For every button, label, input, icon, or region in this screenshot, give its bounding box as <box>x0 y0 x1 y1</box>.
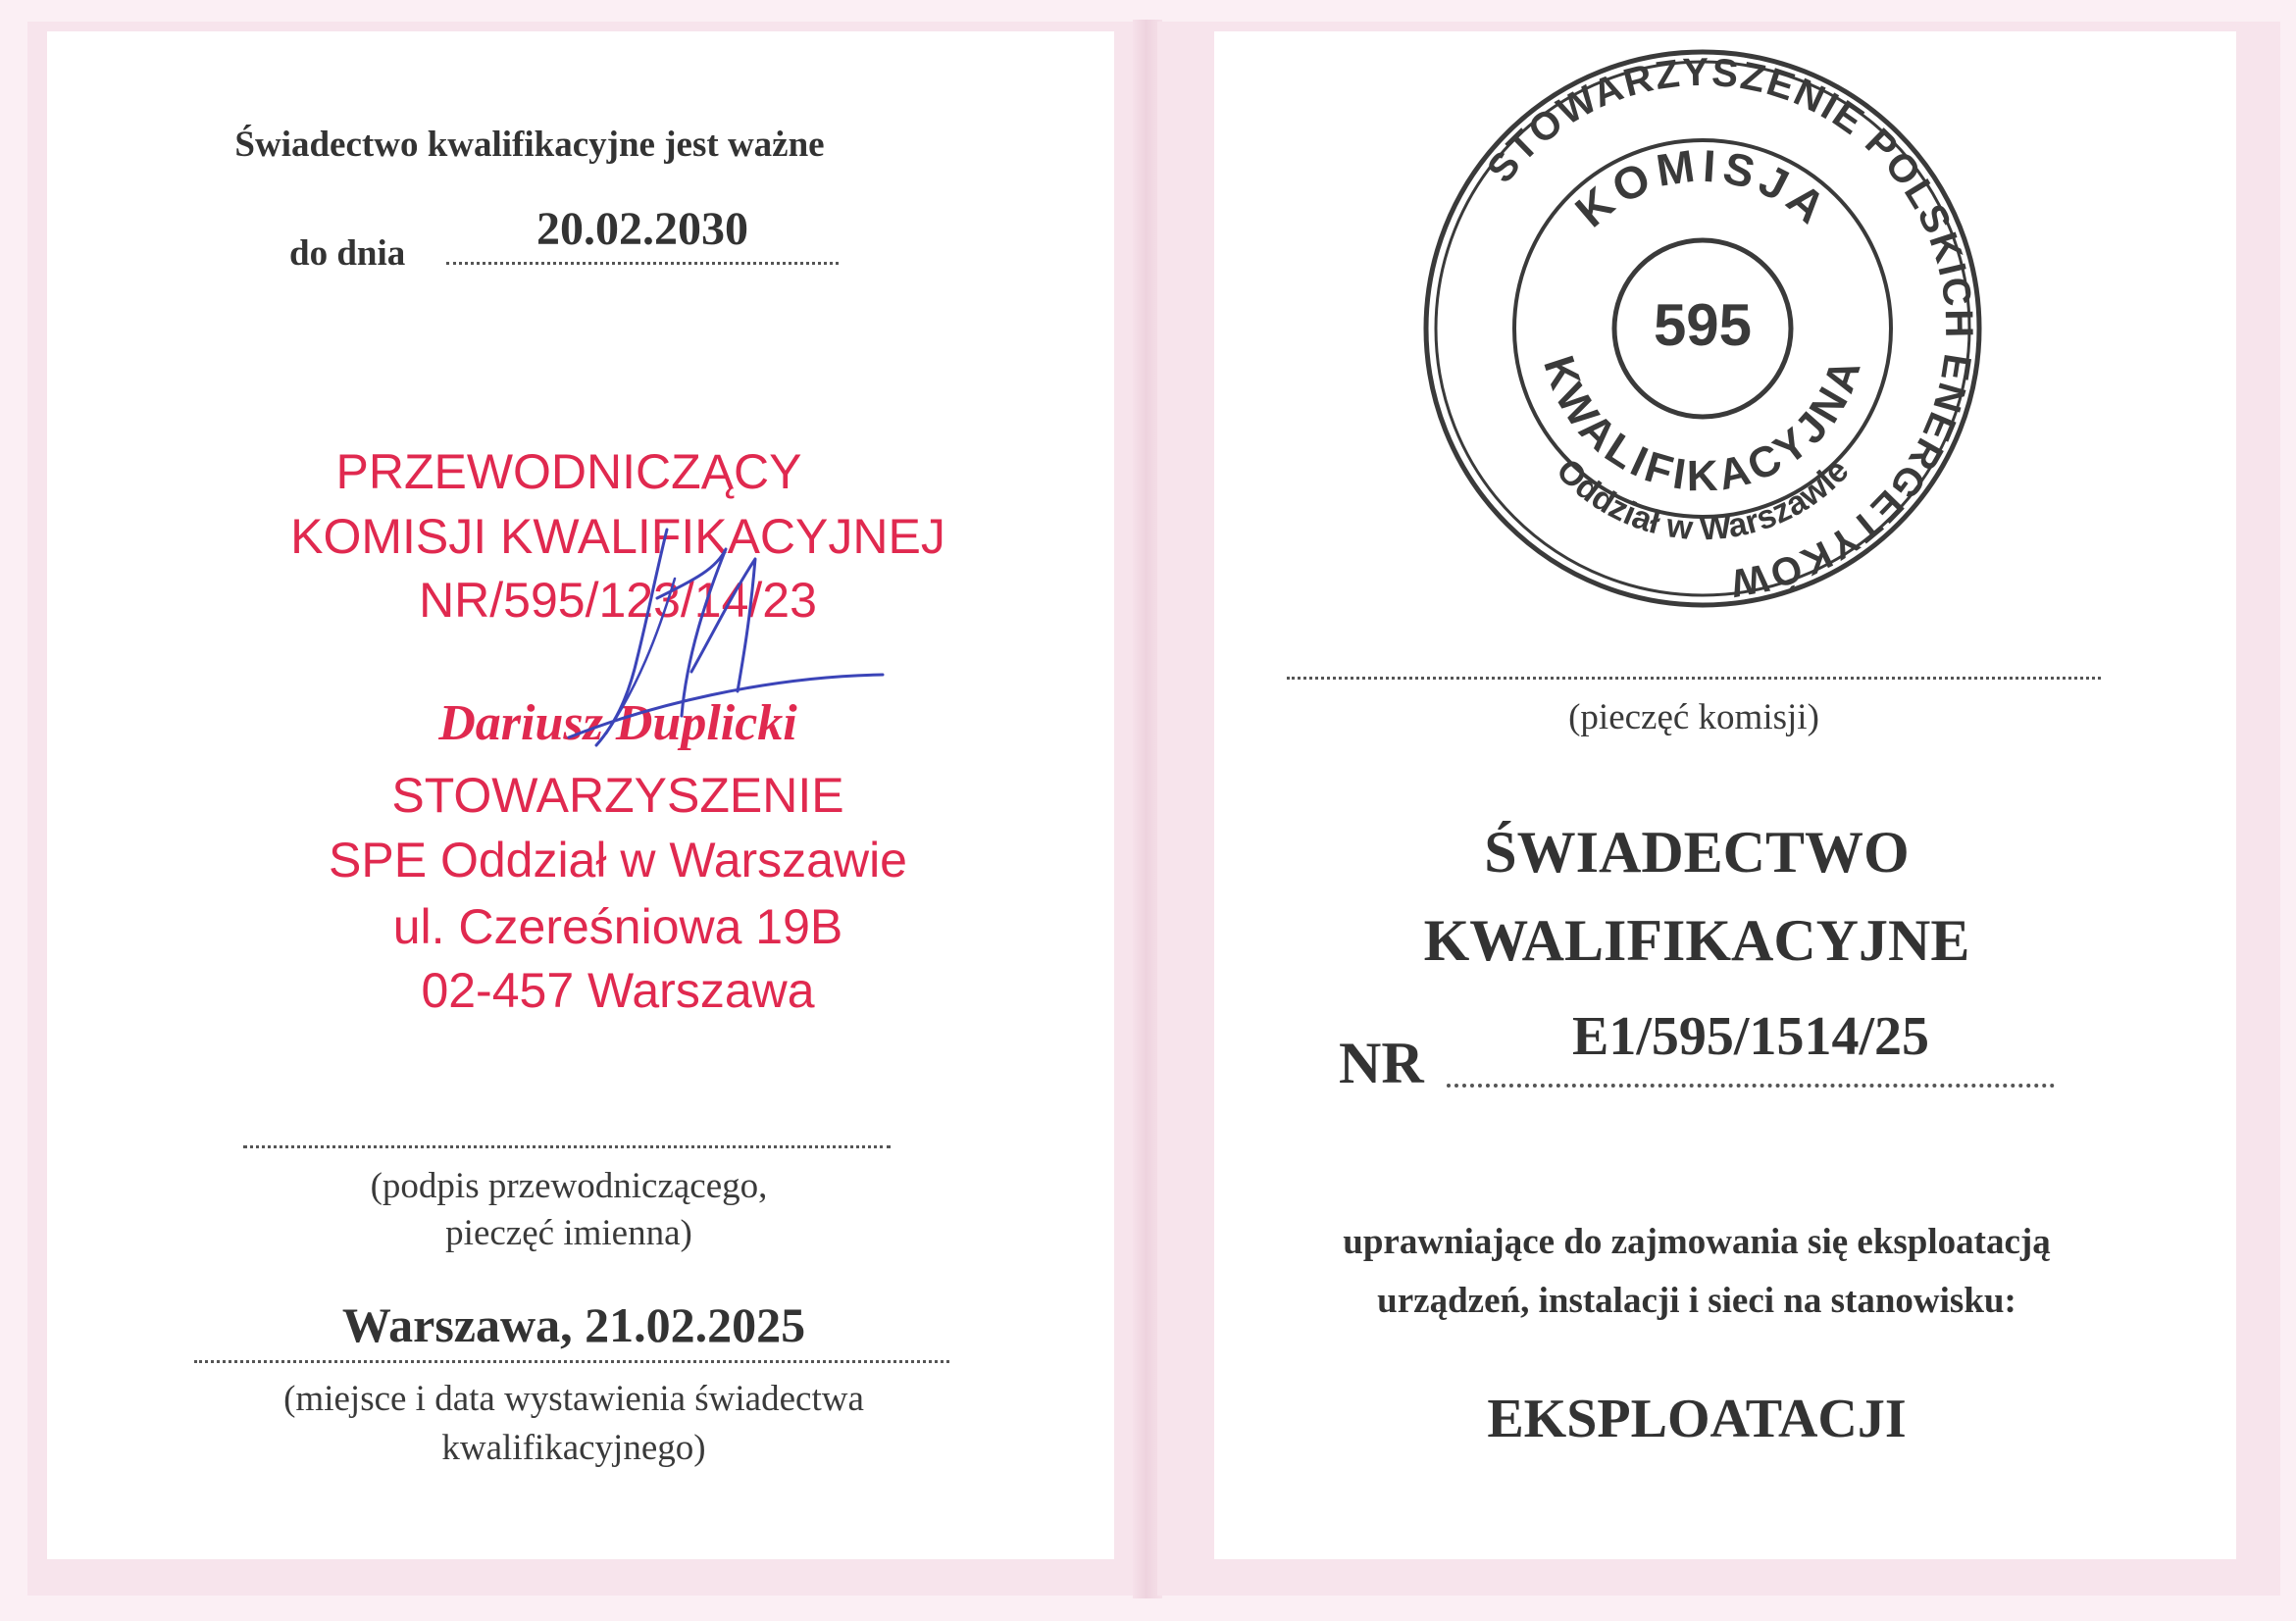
stamp-chairman-title: PRZEWODNICZĄCY <box>335 444 802 499</box>
place-date-caption-line1: (miejsce i data wystawienia świadectwa <box>283 1379 864 1419</box>
certificate-title-line1: ŚWIADECTWO <box>1484 820 1910 885</box>
seal-graphic <box>1423 49 1982 608</box>
stamp-street: ul. Czereśniowa 19B <box>392 899 843 954</box>
signature-caption-line1: (podpis przewodniczącego, <box>370 1166 768 1206</box>
until-label: do dnia <box>289 233 406 274</box>
seal-branch: Oddział w Warszawie <box>1549 451 1857 548</box>
stamp-postal-city: 02-457 Warszawa <box>421 963 815 1018</box>
seal-commission-word: KOMISJA <box>1565 138 1840 237</box>
certificate-number-label: NR <box>1339 1031 1424 1095</box>
seal-qualification-word: KWALIFIKACYJNA <box>1534 350 1871 501</box>
stamp-association: STOWARZYSZENIE <box>391 768 844 823</box>
seal-number: 595 <box>1653 292 1753 358</box>
seal-dotted-line <box>1287 677 2101 680</box>
certificate-title-line2: KWALIFIKACYJNE <box>1423 908 1970 973</box>
chairman-signature <box>510 510 902 785</box>
issue-place-date: Warszawa, 21.02.2025 <box>341 1297 806 1352</box>
place-date-dotted-line <box>194 1360 949 1363</box>
seal-outer-text: STOWARZYSZENIE POLSKICH ENERGETYKÓW <box>1478 50 1981 605</box>
certificate-number-dotted-line <box>1447 1084 2055 1088</box>
valid-until-date: 20.02.2030 <box>536 203 748 255</box>
scope-line2: urządzeń, instalacji i sieci na stanowisku: <box>1377 1281 2016 1321</box>
scope-line1: uprawniające do zajmowania się eksploatacją <box>1343 1222 2051 1262</box>
place-date-caption-line2: kwalifikacyjnego) <box>441 1428 706 1468</box>
signature-caption-line2: pieczęć imienna) <box>445 1213 692 1253</box>
stamp-branch: SPE Oddział w Warszawie <box>329 833 907 887</box>
position-name: EKSPLOATACJI <box>1487 1389 1907 1449</box>
until-date-dotted-line <box>446 262 839 265</box>
validity-statement: Świadectwo kwalifikacyjne jest ważne <box>234 125 825 165</box>
svg-text:KOMISJA <box>1565 139 1840 237</box>
commission-seal <box>1423 49 1982 608</box>
seal-caption: (pieczęć komisji) <box>1568 697 1819 737</box>
signature-dotted-line <box>243 1145 891 1148</box>
stamp-commission-number: NR/595/123/14/23 <box>419 573 817 628</box>
certificate-number: E1/595/1514/25 <box>1571 1006 1930 1067</box>
stamp-commission: KOMISJI KWALIFIKACYJNEJ <box>290 509 945 564</box>
stamp-chairman-name: Dariusz Duplicki <box>438 695 797 751</box>
